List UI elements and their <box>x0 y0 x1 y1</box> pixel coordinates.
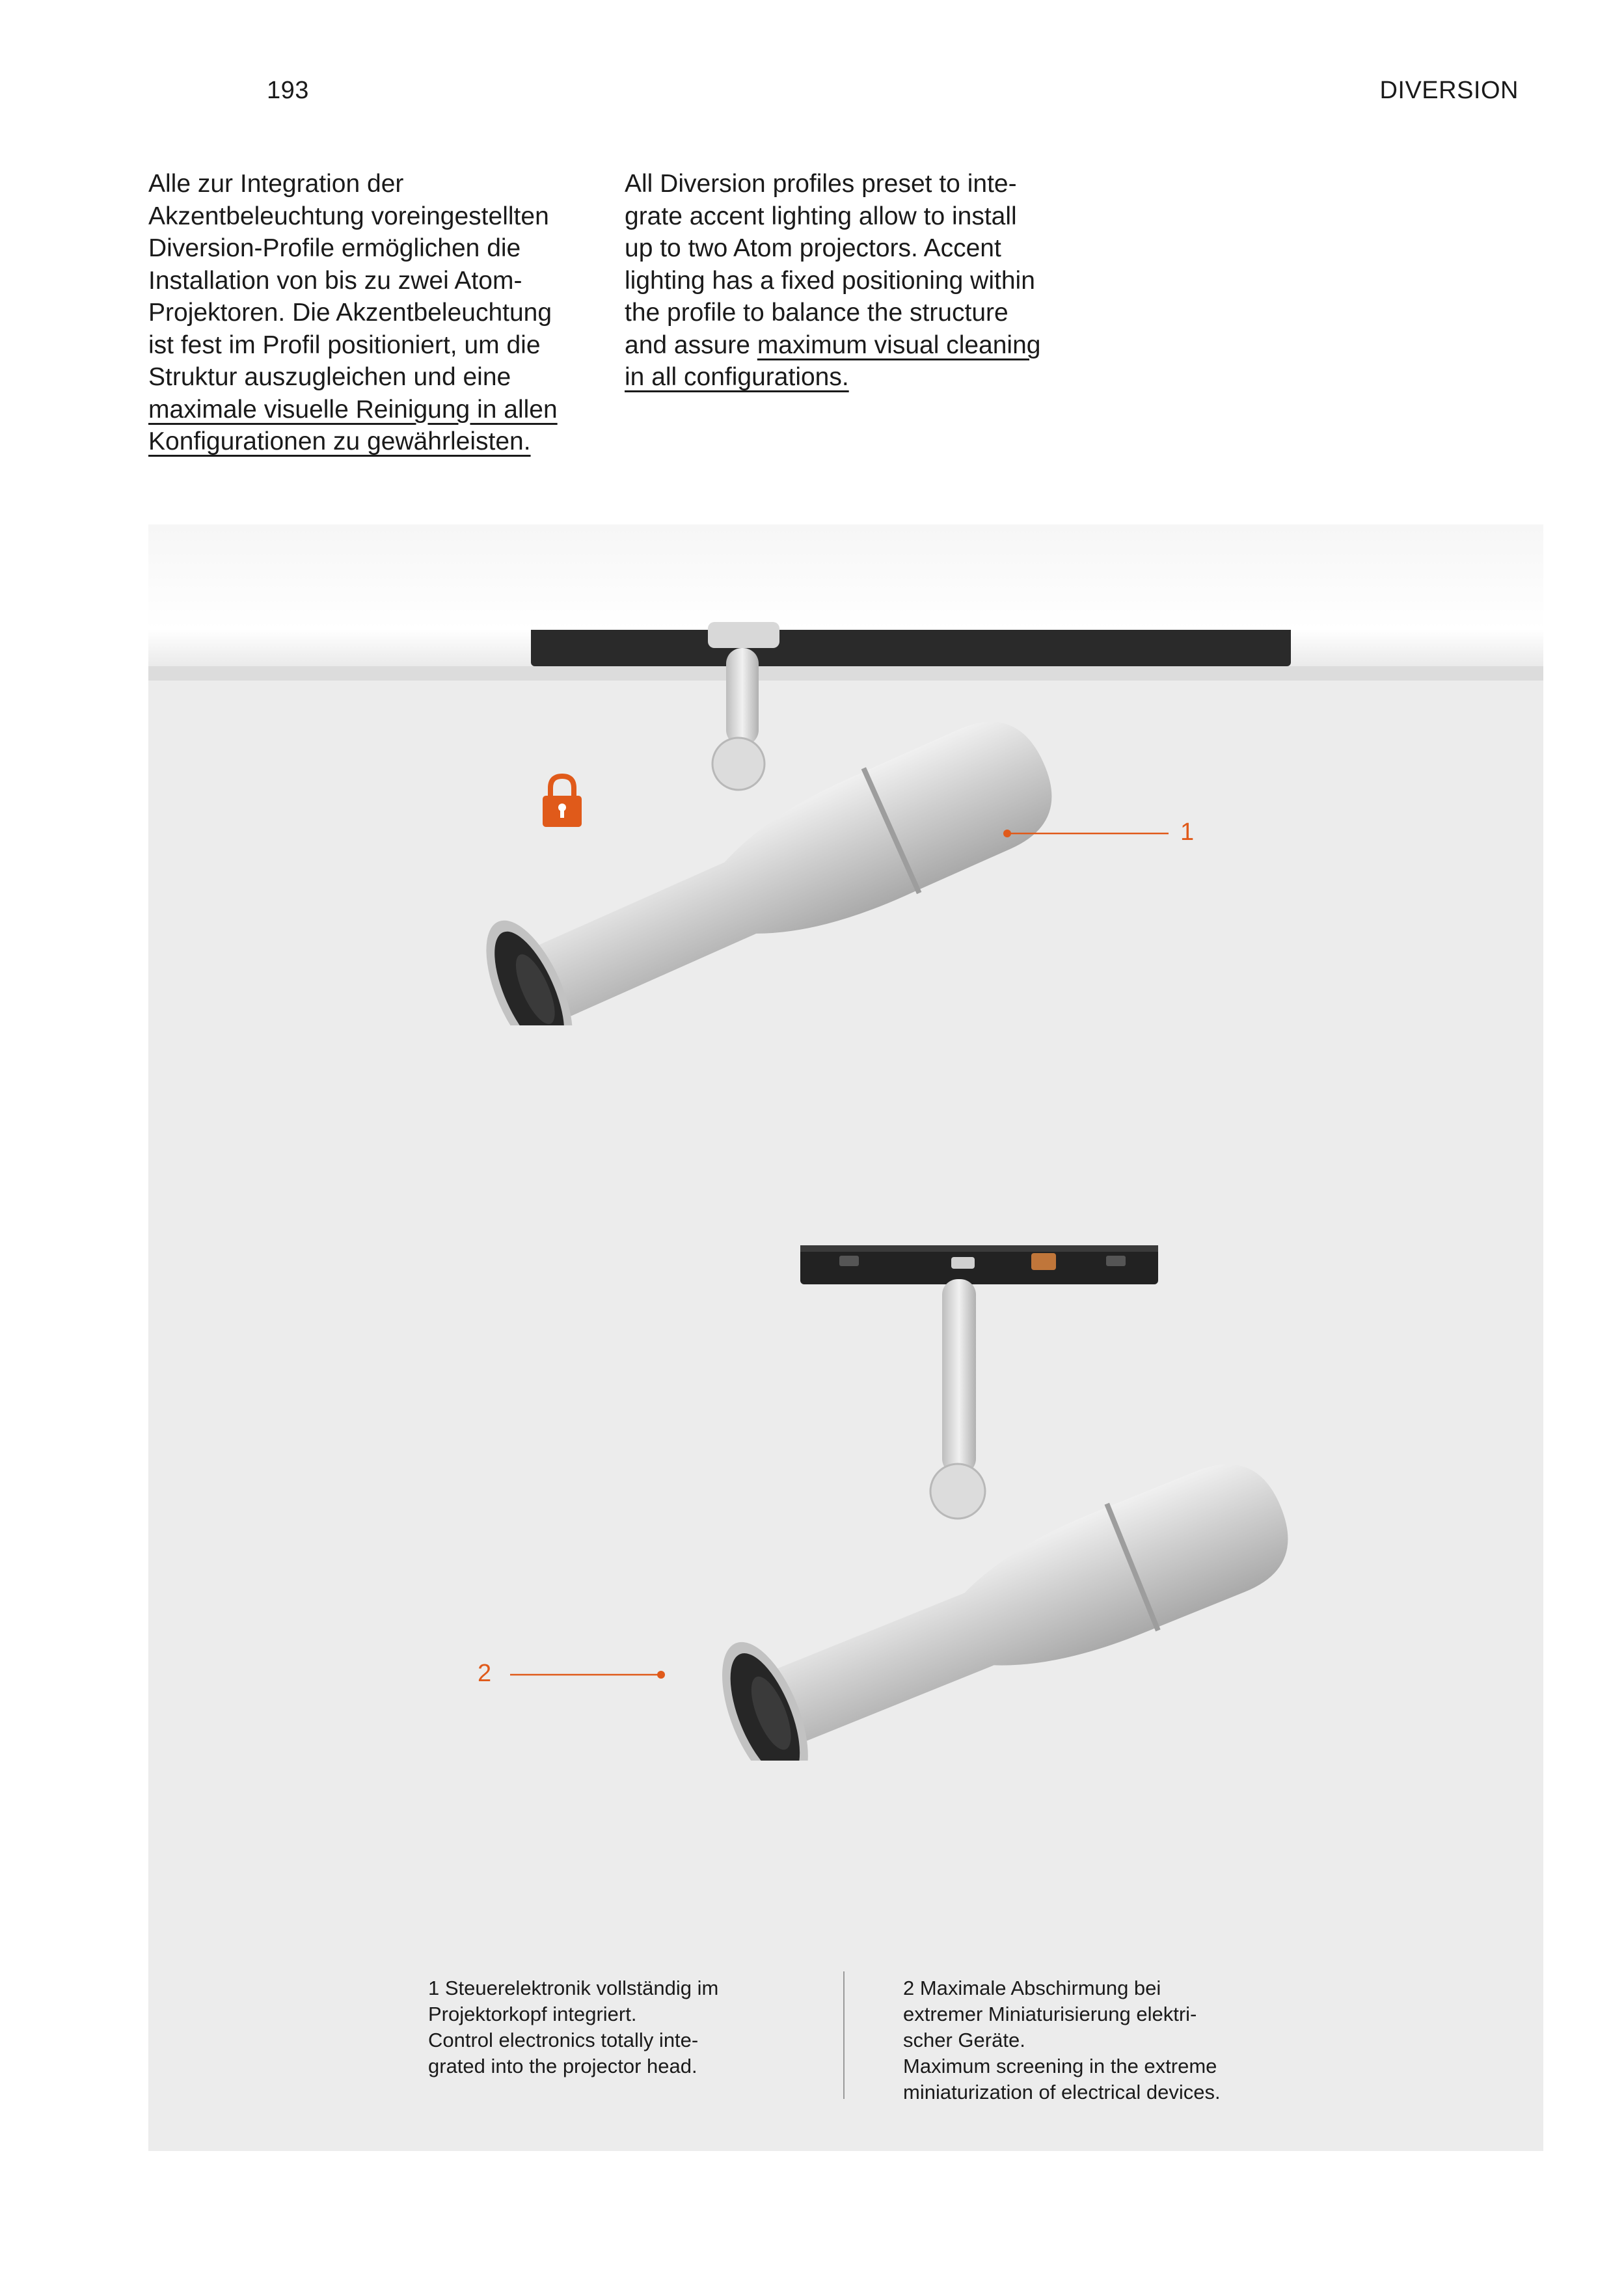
lock-icon <box>543 774 582 827</box>
brand-title: DIVERSION <box>1379 77 1519 104</box>
caption-line: 2 Maximale Abschirmung bei <box>903 1977 1161 1999</box>
caption-line: 1 Steuerelektronik vollständig im <box>428 1977 719 1999</box>
intro-underlined-text: maximum visual cleaning <box>757 331 1041 359</box>
intro-line: the profile to balance the structure <box>625 299 1008 327</box>
intro-german <box>148 168 597 458</box>
intro-line: ist fest im Profil positioniert, um die <box>148 331 541 359</box>
intro-english <box>625 168 1080 394</box>
caption-line: Maximum screening in the extreme <box>903 2055 1217 2077</box>
caption-left <box>428 1975 718 2079</box>
intro-underlined-line: Konfigurationen zu gewährleisten. <box>148 427 531 455</box>
callout-line-2 <box>510 1670 666 1680</box>
callout-number-2: 2 <box>478 1660 492 1687</box>
caption-line: Control electronics totally inte- <box>428 2029 699 2051</box>
intro-underlined-line: in all configurations. <box>625 363 849 391</box>
intro-line: Diversion-Profile ermöglichen die <box>148 234 521 262</box>
intro-line: Alle zur Integration der <box>148 170 404 198</box>
caption-line: Projektorkopf integriert. <box>428 2003 637 2025</box>
caption-divider <box>843 1971 845 2099</box>
callout-number-1: 1 <box>1180 818 1195 846</box>
spotlight-upper <box>422 622 1157 1025</box>
caption-line: extremer Miniaturisierung elektri- <box>903 2003 1197 2025</box>
intro-line: All Diversion profiles preset to inte- <box>625 170 1017 198</box>
caption-right <box>903 1975 1221 2105</box>
spotlight-lower <box>682 1266 1333 1761</box>
intro-line: Struktur auszugleichen und eine <box>148 363 511 391</box>
page-number: 193 <box>267 77 309 104</box>
caption-line: miniaturization of electrical devices. <box>903 2081 1221 2103</box>
intro-line: Installation von bis zu zwei Atom- <box>148 266 522 295</box>
intro-line: grate accent lighting allow to install <box>625 202 1017 230</box>
intro-underlined-line: maximale visuelle Reinigung in allen <box>148 395 558 424</box>
caption-line: grated into the projector head. <box>428 2055 697 2077</box>
callout-line-1 <box>1002 828 1169 839</box>
intro-line: Projektoren. Die Akzentbeleuchtung <box>148 299 552 327</box>
caption-line: scher Geräte. <box>903 2029 1025 2051</box>
product-figure <box>148 524 1543 2151</box>
intro-line: Akzentbeleuchtung voreingestellten <box>148 202 549 230</box>
intro-line-prefix: and assure <box>625 331 757 359</box>
intro-line: up to two Atom projectors. Accent <box>625 234 1001 262</box>
intro-line: lighting has a fixed positioning within <box>625 266 1035 295</box>
